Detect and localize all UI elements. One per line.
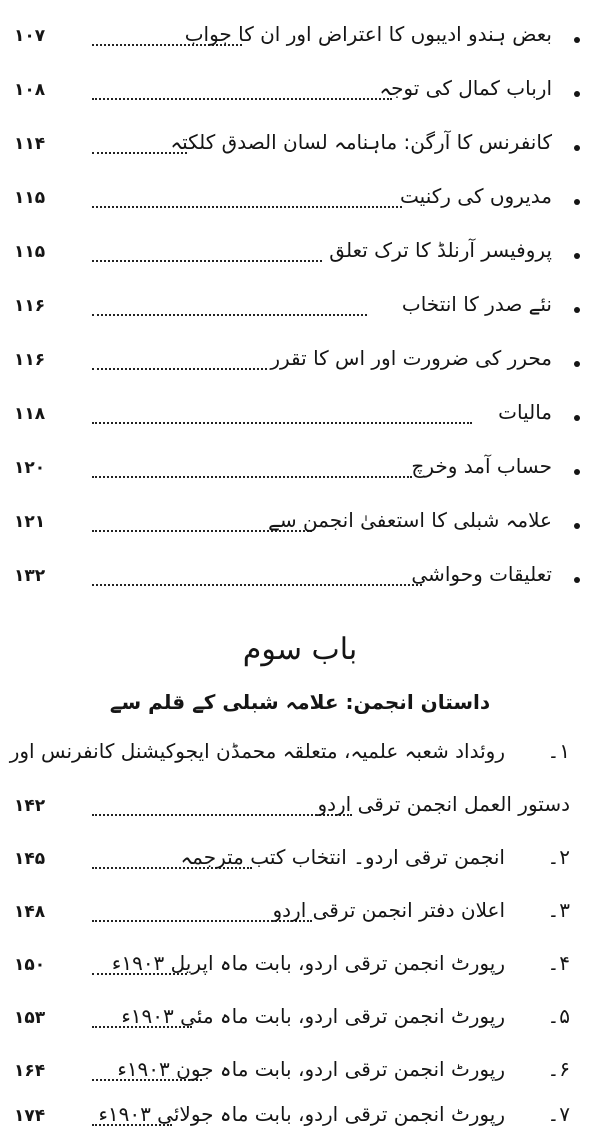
- entry-title: کانفرنس کا آرگن: ماہنامہ لسان الصدق کلکتہ: [170, 130, 552, 154]
- entry-title: رپورٹ انجمن ترقی اردو، بابت ماہ جولائی ۱۹۰۳ء: [98, 1102, 505, 1126]
- entry-number: ۶۔: [547, 1057, 570, 1081]
- entry-title: بعض ہندو ادیبوں کا اعتراض اور ان کا جواب: [184, 22, 552, 46]
- chapter-heading: باب سوم: [242, 632, 358, 667]
- entry-title: رپورٹ انجمن ترقی اردو، بابت ماہ اپریل ۱۹۰۳ء: [111, 951, 505, 975]
- dot-leader: [92, 584, 422, 586]
- toc-entry: [0, 737, 600, 777]
- entry-title: ارباب کمال کی توجہ: [379, 76, 552, 100]
- entry-title: تعلیقات وحواشی: [411, 562, 552, 586]
- page-number: ۱۶۴: [14, 1061, 46, 1081]
- toc-entry: [0, 236, 600, 276]
- entry-title-line1: روئداد شعبہ علمیہ، متعلقہ محمڈن ایجوکیشنل کانفرنس اور: [9, 739, 505, 763]
- page-number: ۱۱۴: [14, 134, 46, 154]
- entry-title: مالیات: [498, 400, 552, 424]
- chapter-subheading: داستان انجمن: علامہ شبلی کے قلم سے: [109, 690, 491, 714]
- toc-entry: [0, 1002, 600, 1042]
- bullet-icon: [574, 523, 580, 529]
- toc-entry: [0, 290, 600, 330]
- page-number: ۱۵۳: [14, 1008, 46, 1028]
- page-number: ۱۲۰: [14, 458, 46, 478]
- entry-title: رپورٹ انجمن ترقی اردو، بابت ماہ جون ۱۹۰۳ء: [117, 1057, 505, 1081]
- bullet-icon: [574, 145, 580, 151]
- bullet-icon: [574, 577, 580, 583]
- page-number: ۱۷۴: [14, 1106, 46, 1126]
- toc-entry: [0, 506, 600, 546]
- toc-entry: [0, 1100, 600, 1140]
- toc-entry: [0, 843, 600, 883]
- toc-entry: [0, 74, 600, 114]
- entry-title: انجمن ترقی اردو۔ انتخاب کتب مترجمہ: [180, 845, 505, 869]
- entry-number: ۱۔: [547, 739, 570, 763]
- bullet-icon: [574, 469, 580, 475]
- toc-entry: [0, 344, 600, 384]
- entry-title: محرر کی ضرورت اور اس کا تقرر: [270, 346, 552, 370]
- bullet-icon: [574, 307, 580, 313]
- dot-leader: [92, 206, 402, 208]
- page-number: ۱۱۸: [14, 404, 46, 424]
- page-number: ۱۲۱: [14, 512, 46, 532]
- page-number: ۱۵۰: [14, 955, 46, 975]
- toc-entry: [0, 560, 600, 600]
- entry-number: ۴۔: [547, 951, 570, 975]
- entry-number: ۳۔: [547, 898, 570, 922]
- entry-title: حساب آمد وخرچ: [411, 454, 552, 478]
- dot-leader: [92, 422, 472, 424]
- page-number: ۱۳۲: [14, 566, 46, 586]
- toc-entry: [0, 398, 600, 438]
- page-number: ۱۴۲: [14, 796, 46, 816]
- entry-title: مدیروں کی رکنیت: [400, 184, 552, 208]
- toc-entry: [0, 896, 600, 936]
- page-number: ۱۱۵: [14, 242, 46, 262]
- dot-leader: [92, 260, 322, 262]
- dot-leader: [92, 98, 392, 100]
- entry-title: نئے صدر کا انتخاب: [401, 292, 552, 316]
- page-number: ۱۱۶: [14, 296, 46, 316]
- page-number: ۱۴۵: [14, 849, 46, 869]
- page-number: ۱۴۸: [14, 902, 46, 922]
- dot-leader: [92, 368, 267, 370]
- toc-entry: [0, 1055, 600, 1095]
- bullet-icon: [574, 199, 580, 205]
- dot-leader: [92, 314, 367, 316]
- toc-entry: [0, 20, 600, 60]
- entry-title: پروفیسر آرنلڈ کا ترک تعلق: [329, 238, 552, 262]
- bullet-icon: [574, 415, 580, 421]
- toc-entry: [0, 182, 600, 222]
- bullet-icon: [574, 37, 580, 43]
- bullet-icon: [574, 91, 580, 97]
- entry-number: ۵۔: [547, 1004, 570, 1028]
- entry-number: ۷۔: [547, 1102, 570, 1126]
- toc-entry: [0, 128, 600, 168]
- dot-leader: [92, 814, 352, 816]
- entry-title: رپورٹ انجمن ترقی اردو، بابت ماہ مئی ۱۹۰۳ء: [121, 1004, 505, 1028]
- bullet-icon: [574, 361, 580, 367]
- page-number: ۱۰۷: [14, 26, 46, 46]
- bullet-icon: [574, 253, 580, 259]
- toc-entry-continuation: [0, 790, 600, 830]
- page-number: ۱۰۸: [14, 80, 46, 100]
- toc-entry: [0, 949, 600, 989]
- page-number: ۱۱۵: [14, 188, 46, 208]
- page-number: ۱۱۶: [14, 350, 46, 370]
- entry-number: ۲۔: [547, 845, 570, 869]
- entry-title: علامہ شبلی کا استعفیٰ انجمن سے: [268, 508, 552, 532]
- entry-title: دستور العمل انجمن ترقی اردو: [317, 792, 570, 816]
- dot-leader: [92, 476, 412, 478]
- toc-entry: [0, 452, 600, 492]
- entry-title: اعلان دفتر انجمن ترقی اردو: [272, 898, 505, 922]
